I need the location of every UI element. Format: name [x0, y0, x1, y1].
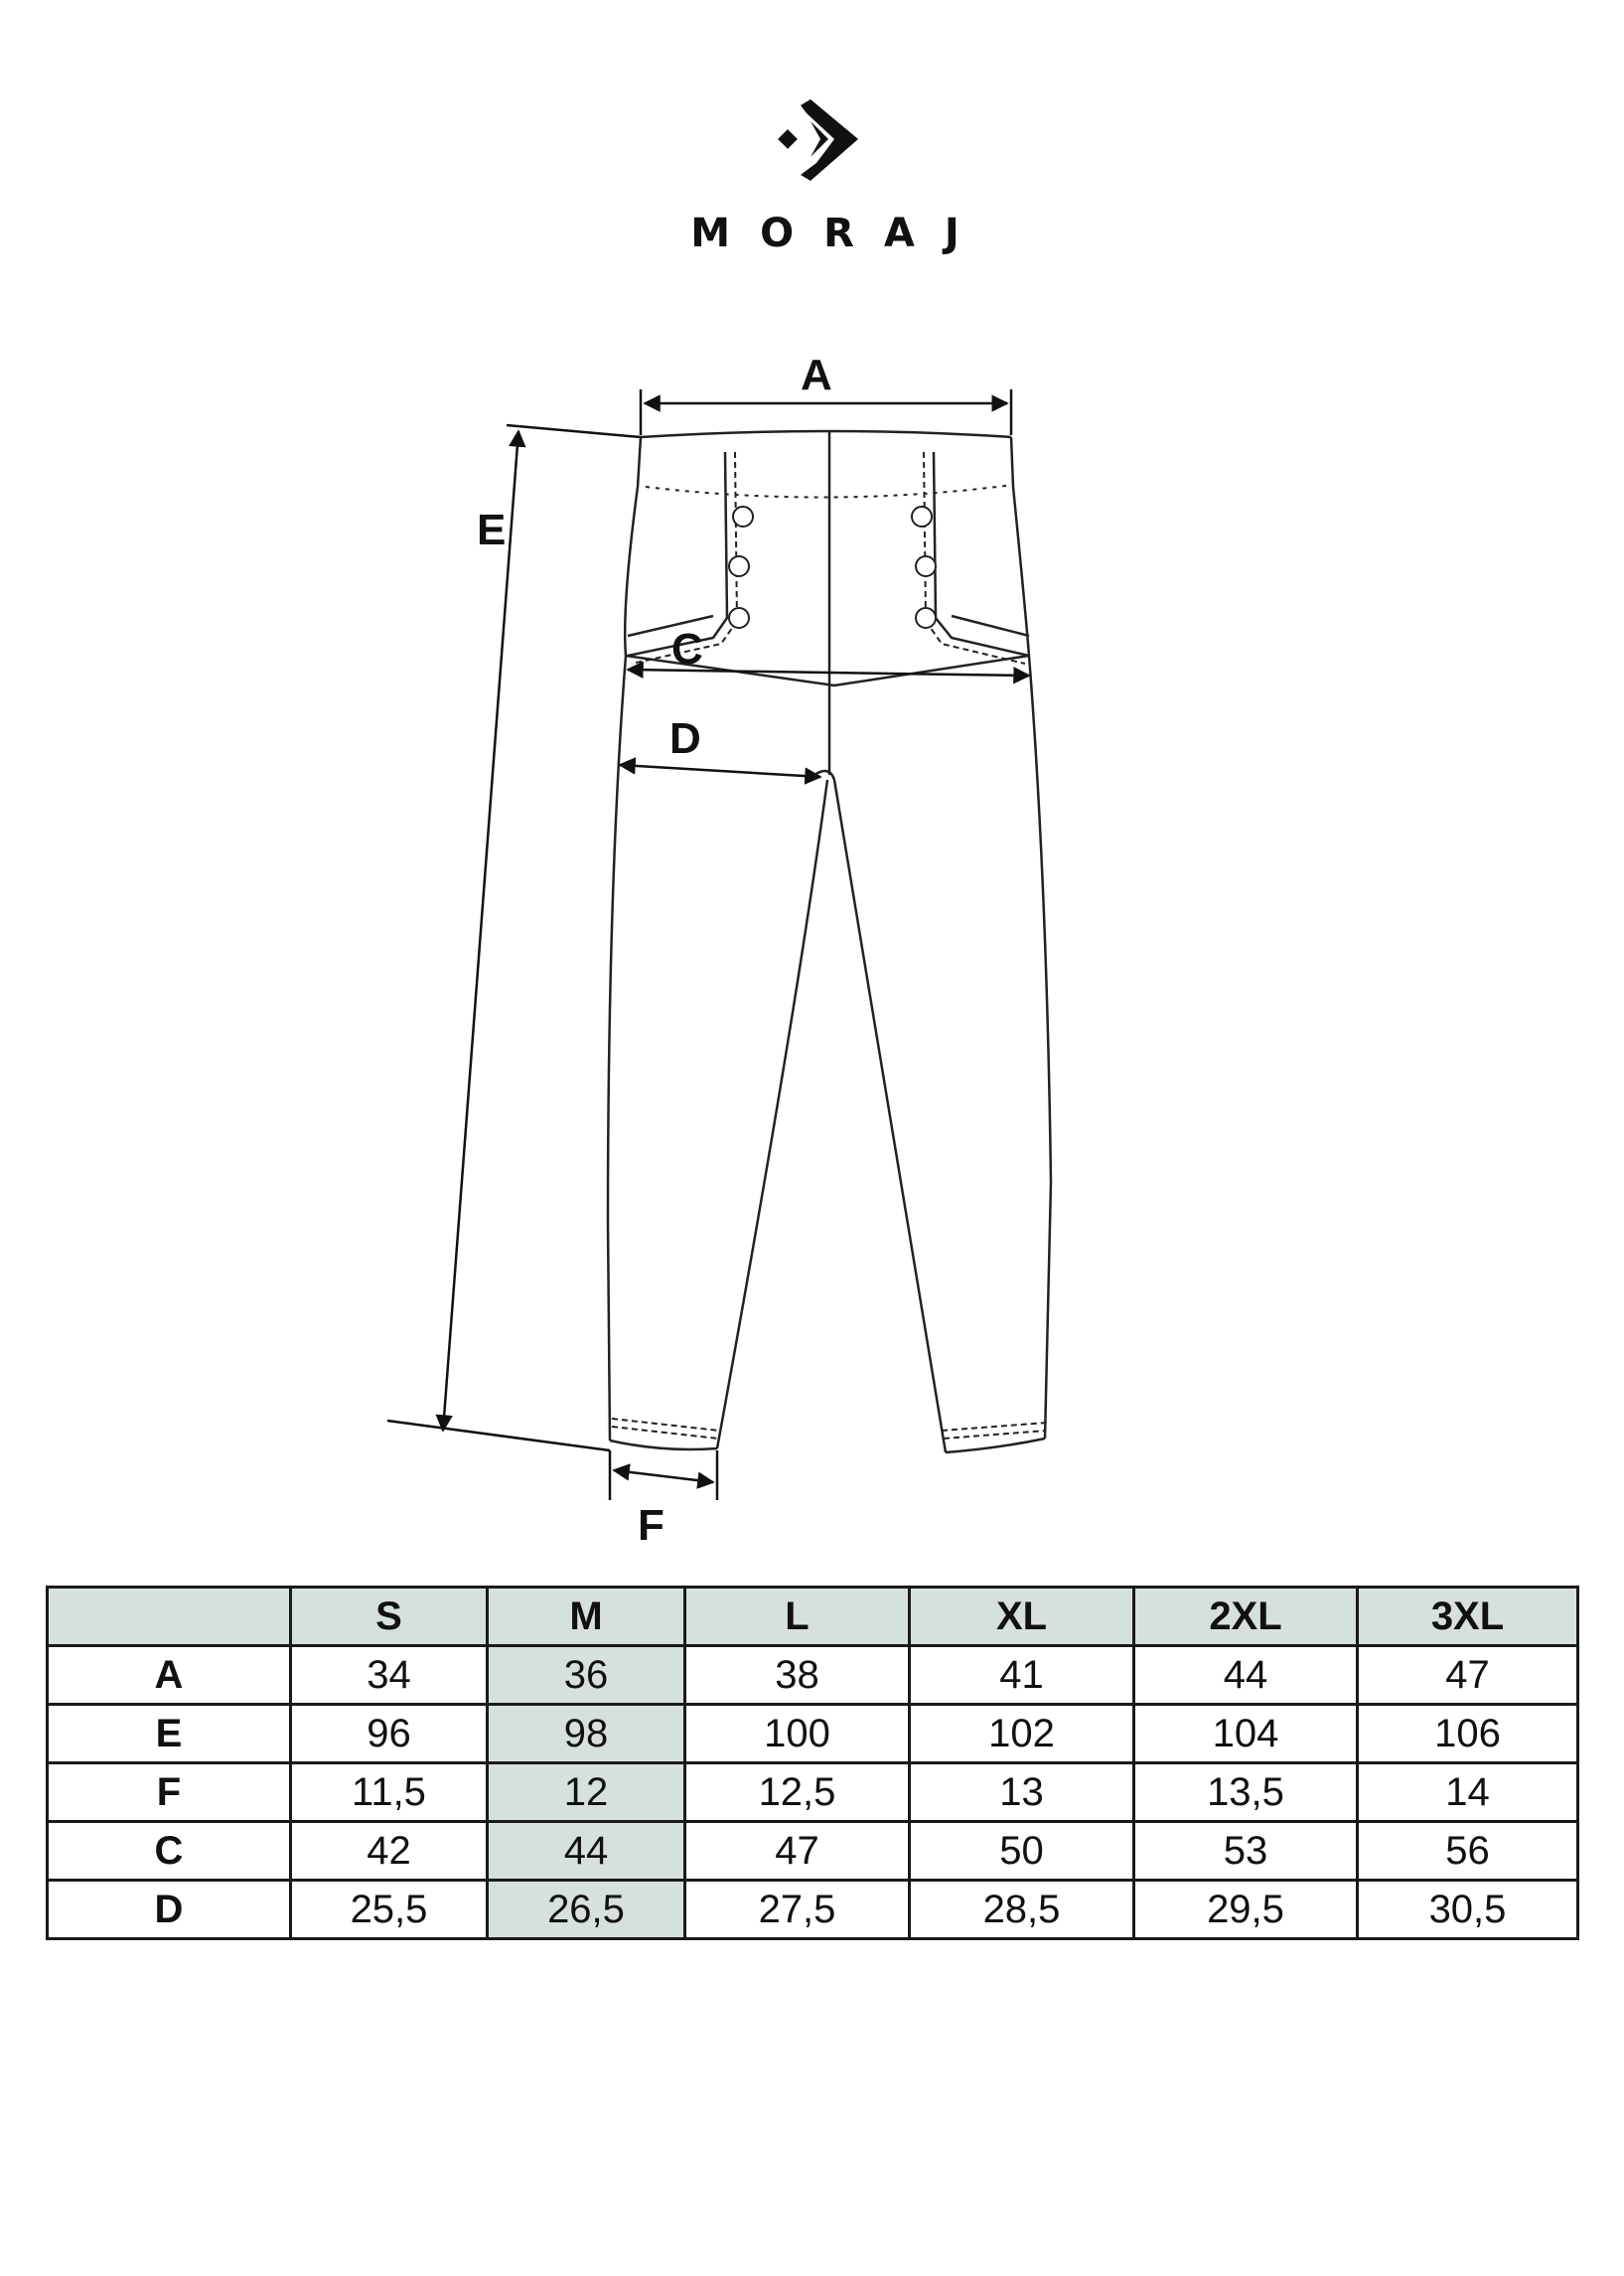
- table-row: [48, 1881, 1578, 1939]
- table-cell: 12: [488, 1763, 685, 1822]
- button-icon: [912, 507, 932, 527]
- table-row: [48, 1646, 1578, 1705]
- label-f: F: [638, 1501, 664, 1550]
- table-cell: 102: [910, 1705, 1134, 1763]
- table-row: [48, 1763, 1578, 1822]
- table-cell: 38: [685, 1646, 910, 1705]
- label-d: D: [669, 714, 701, 763]
- size-chart-table: [46, 1586, 1579, 1940]
- table-cell: 98: [488, 1705, 685, 1763]
- measure-line-d: [620, 765, 820, 777]
- label-e: E: [477, 506, 507, 554]
- table-cell: 12,5: [685, 1763, 910, 1822]
- table-cell: 34: [291, 1646, 488, 1705]
- table-cell: 36: [488, 1646, 685, 1705]
- measure-line-e: [443, 431, 518, 1431]
- table-cell: 44: [1134, 1646, 1358, 1705]
- table-header-row: [48, 1588, 1578, 1646]
- row-label: F: [48, 1763, 291, 1822]
- row-label: A: [48, 1646, 291, 1705]
- table-cell: 96: [291, 1705, 488, 1763]
- table-cell: 11,5: [291, 1763, 488, 1822]
- table-cell: 106: [1358, 1705, 1578, 1763]
- brand-name: MORAJ: [690, 211, 989, 256]
- table-cell: 30,5: [1358, 1881, 1578, 1939]
- table-cell: 100: [685, 1705, 910, 1763]
- trousers-measurement-diagram: [0, 328, 1624, 1550]
- table-cell: 42: [291, 1822, 488, 1881]
- table-cell: 56: [1358, 1822, 1578, 1881]
- buttons: [729, 507, 936, 628]
- table-corner-cell: [48, 1588, 291, 1646]
- table-cell: 47: [1358, 1646, 1578, 1705]
- label-c: C: [671, 625, 703, 674]
- button-icon: [729, 608, 749, 628]
- table-cell: 28,5: [910, 1881, 1134, 1939]
- table-cell: 104: [1134, 1705, 1358, 1763]
- brand-logo: [0, 99, 1624, 268]
- size-header: XL: [910, 1588, 1134, 1646]
- row-label: E: [48, 1705, 291, 1763]
- button-icon: [729, 556, 749, 576]
- row-label: C: [48, 1822, 291, 1881]
- table-row: [48, 1822, 1578, 1881]
- size-header: L: [685, 1588, 910, 1646]
- table-cell: 14: [1358, 1763, 1578, 1822]
- label-a: A: [801, 351, 832, 399]
- table-cell: 53: [1134, 1822, 1358, 1881]
- table-row: [48, 1705, 1578, 1763]
- button-icon: [733, 507, 753, 527]
- size-header: 3XL: [1358, 1588, 1578, 1646]
- table-cell: 26,5: [488, 1881, 685, 1939]
- table-cell: 27,5: [685, 1881, 910, 1939]
- measure-line-f: [614, 1470, 713, 1482]
- table-cell: 13: [910, 1763, 1134, 1822]
- table-cell: 29,5: [1134, 1881, 1358, 1939]
- diamond-chevron-icon: [777, 99, 866, 189]
- table-cell: 13,5: [1134, 1763, 1358, 1822]
- table-cell: 25,5: [291, 1881, 488, 1939]
- size-header: M: [488, 1588, 685, 1646]
- measurement-lines: [387, 389, 1029, 1500]
- table-cell: 47: [685, 1822, 910, 1881]
- button-icon: [916, 608, 936, 628]
- button-icon: [916, 556, 936, 576]
- size-header: S: [291, 1588, 488, 1646]
- table-cell: 44: [488, 1822, 685, 1881]
- table-cell: 50: [910, 1822, 1134, 1881]
- table-cell: 41: [910, 1646, 1134, 1705]
- row-label: D: [48, 1881, 291, 1939]
- size-header: 2XL: [1134, 1588, 1358, 1646]
- trousers-outline: [608, 431, 1051, 1452]
